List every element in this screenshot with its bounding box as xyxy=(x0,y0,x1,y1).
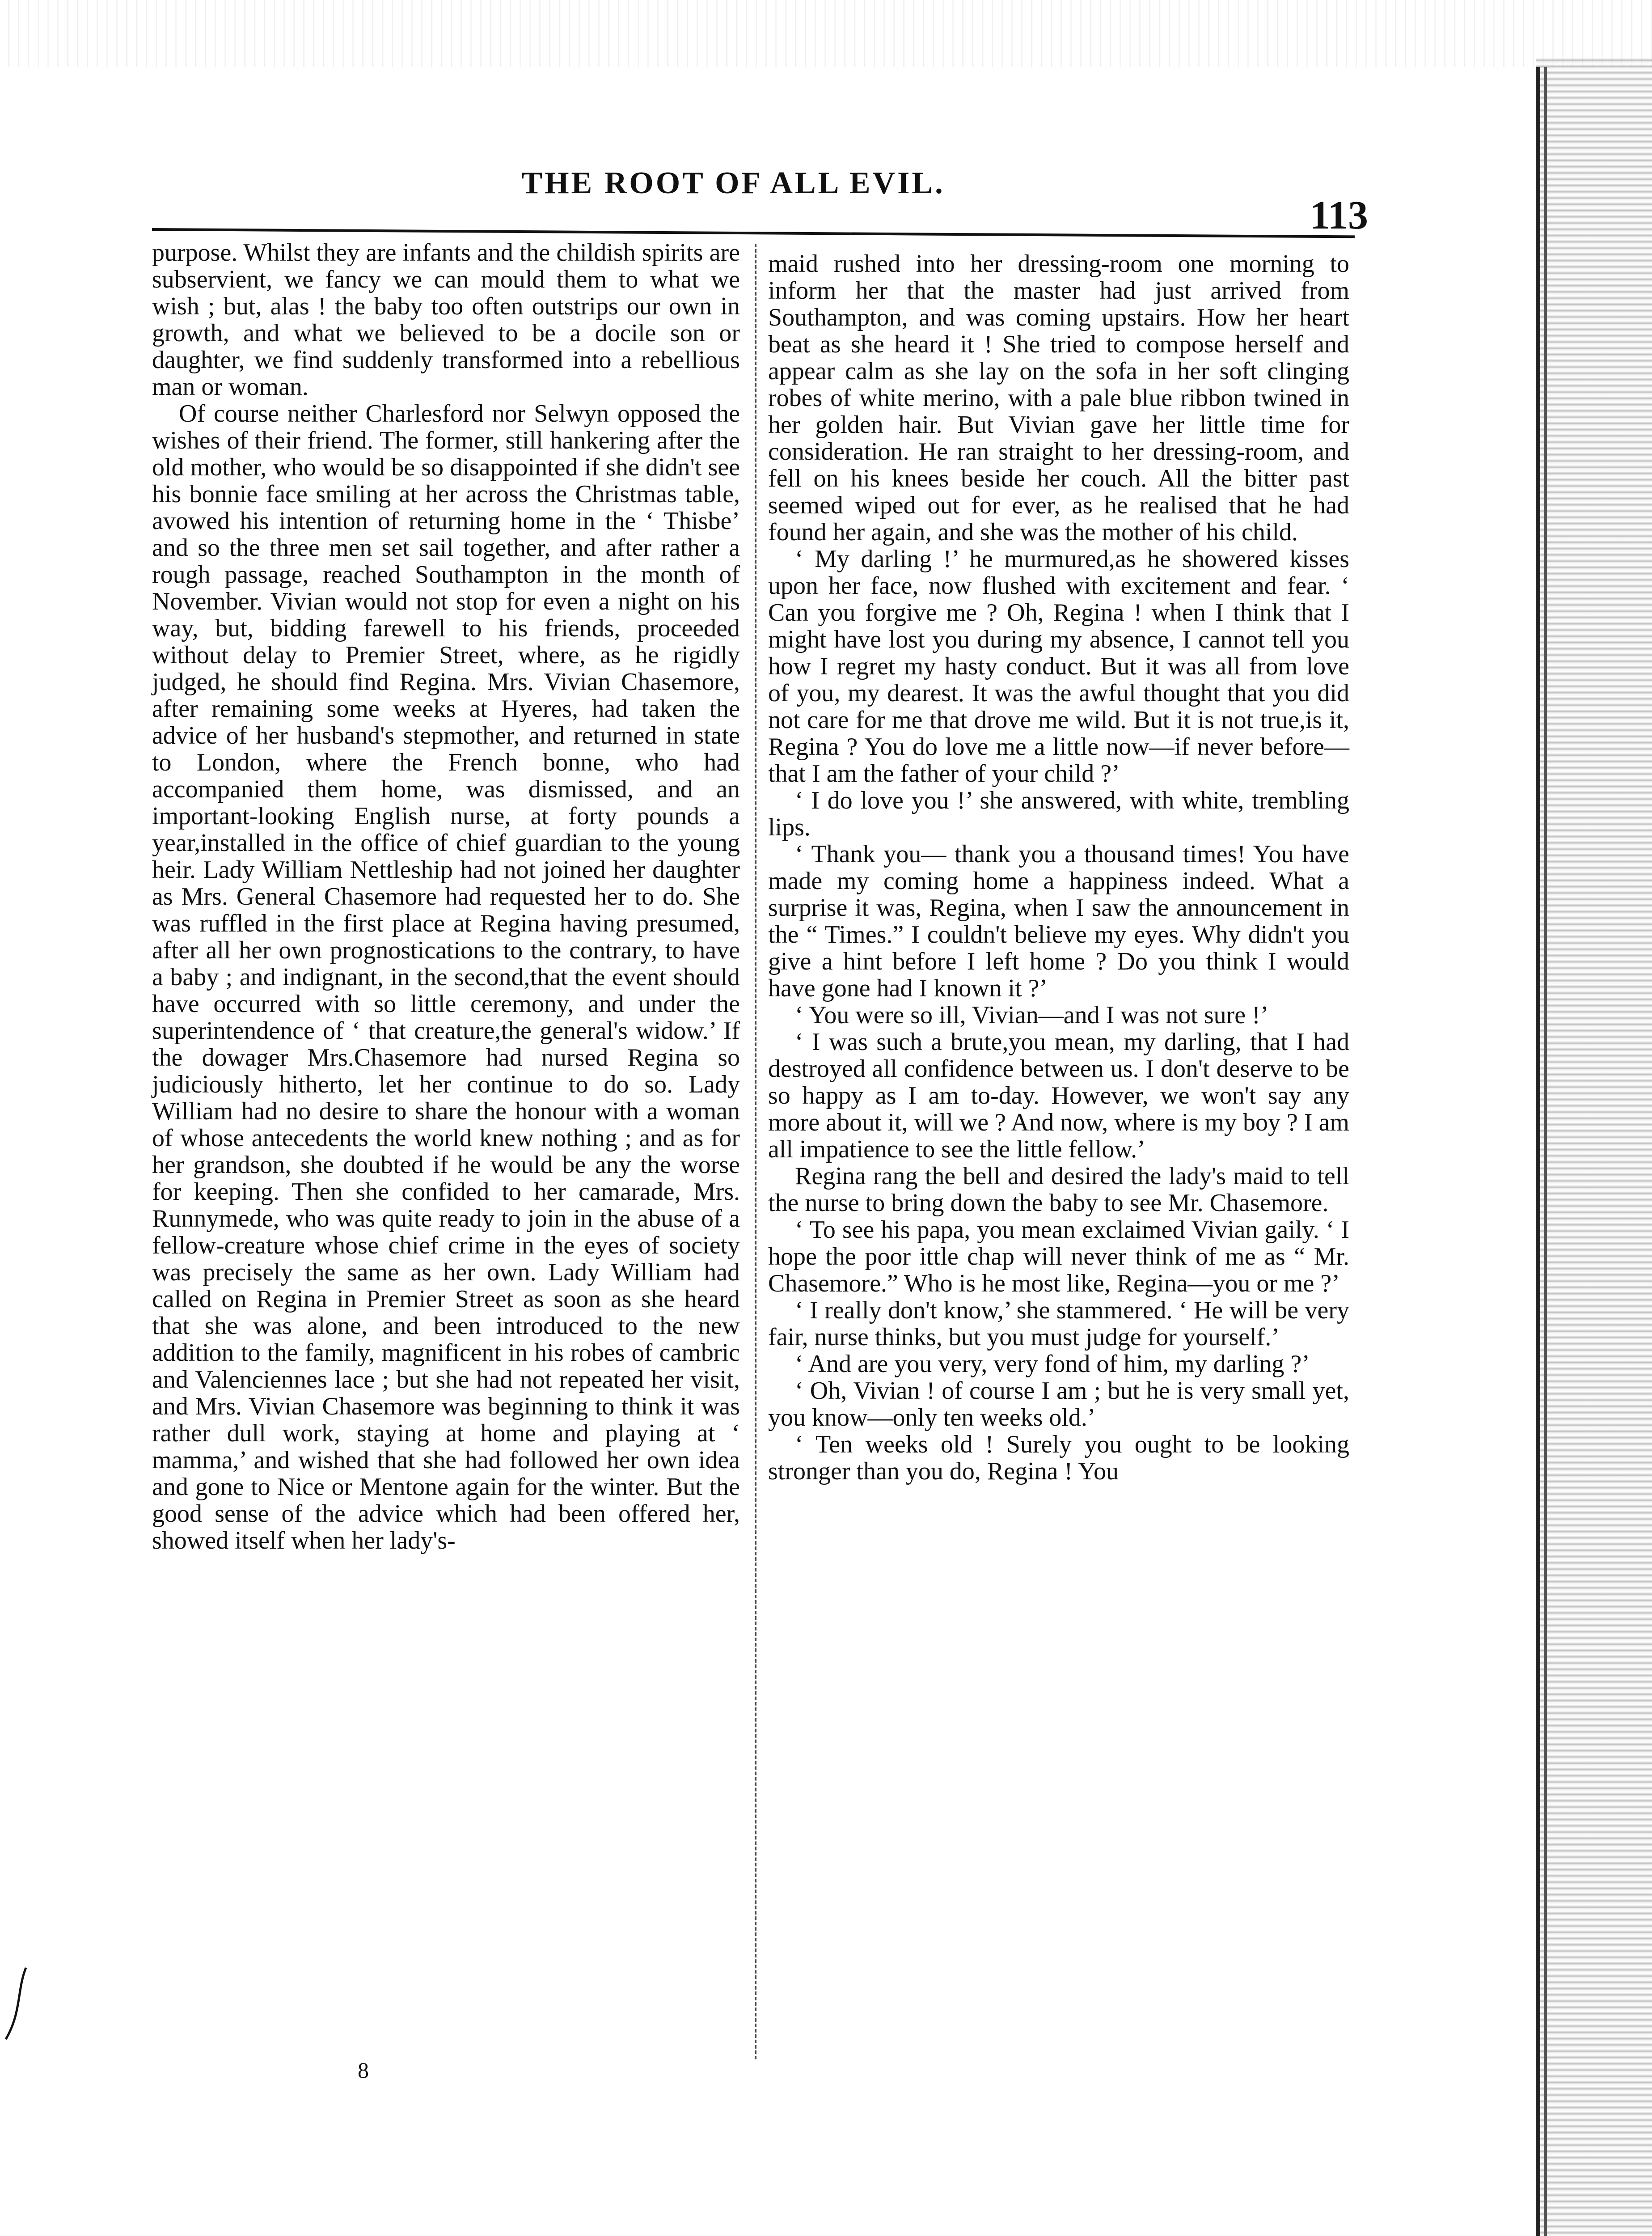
page-number: 113 xyxy=(1310,193,1369,237)
left-column xyxy=(152,239,740,1554)
paragraph: ‘ You were so ill, Vivian—and I was not sure !’ xyxy=(795,1001,1269,1029)
header-rule xyxy=(152,228,1355,238)
margin-mark-icon xyxy=(4,1963,30,2044)
paragraph: ‘ Oh, Vivian ! of course I am ; but he is very small yet, you know—only ten weeks old.’ xyxy=(768,1377,1349,1431)
right-column xyxy=(768,250,1349,1485)
paragraph: ‘ My darling !’ he murmured,as he showered kisses upon her face, now flushed with excitement and fear. ‘ Can you forgive me ? Oh, Regina ! when I think that I might have lost you during my absence, I cannot tell you how I regret my hasty conduct. But it was all from love of you, my dearest. It was the awful thought that you did not care for me that drove me wild. But it is not true,is it, Regina ? You do love me a little now—if never before—that I am the father of your child ?’ xyxy=(768,545,1349,788)
column-divider xyxy=(755,244,756,2059)
paragraph: ‘ Thank you— thank you a thousand times! You have made my coming home a happiness indeed. What a surprise it was, Regina, when I saw the announcement in the “ Times.” I couldn't believe my eyes. Why didn't you give a hint before I left home ? Do you think I would have gone had I known it ?’ xyxy=(768,840,1349,1002)
page-edge-line xyxy=(1536,67,1540,2236)
paragraph: ‘ I do love you !’ she answered, with white, trembling lips. xyxy=(768,787,1349,841)
paragraph: Of course neither Charlesford nor Selwyn opposed the wishes of their friend. The former, still hankering after the old mother, who would be so disappointed if she didn't see his bonnie face smiling at her across the Christmas table, avowed his intention of returning home in the ‘ Thisbe’ and so the three men set sail together, and after rather a rough passage, reached Southampton in the month of November. Vivian would not stop for even a night on his way, but, bidding farewell to his friends, proceeded without delay to Premier Street, where, as he rigidly judged, he should find Regina. Mrs. Vivian Chasemore, after remaining some weeks at Hyeres, had taken the advice of her husband's stepmother, and returned in state to London, where the French bonne, who had accompanied them home, was dismissed, and an important-looking English nurse, at forty pounds a year,installed in the office of chief guardian to the young heir. Lady William Nettleship had not joined her daughter as Mrs. General Chasemore had requested her to do. She was ruffled in the first place at Regina having presumed, after all her own prognostications to the contrary, to have a baby ; and indignant, in the second,that the event should have occurred with so little ceremony, and under the superintendence of ‘ that creature,the general's widow.’ If the dowager Mrs.Chasemore had nursed Regina so judiciously hitherto, let her continue to do so. Lady William had no desire to share the honour with a woman of whose antecedents the world knew nothing ; and as for her grandson, she doubted if he would be any the worse for keeping. Then she confided to her camarade, Mrs. Runnymede, who was quite ready to join in the abuse of a fellow-creature whose chief crime in the eyes of society was precisely the same as her own. Lady William had called on Regina in Premier Street as soon as she heard that she was alone, and been introduced to the new addition to the family, magnificent in his robes of cambric and Valenciennes lace ; but she had not repeated her visit, and Mrs. Vivian Chasemore was beginning to think it was rather dull work, staying at home and playing at ‘ mamma,’ and wished that she had followed her own idea and gone to Nice or Mentone again for the winter. But the good sense of the advice which had been offered her, showed itself when her lady's- xyxy=(152,400,740,1554)
running-header-title: THE ROOT OF ALL EVIL. xyxy=(521,166,945,200)
signature-mark: 8 xyxy=(358,2058,369,2083)
page-edge-line-secondary xyxy=(1544,67,1547,2236)
paragraph: ‘ Ten weeks old ! Surely you ought to be looking stronger than you do, Regina ! You xyxy=(768,1431,1349,1485)
paragraph: maid rushed into her dressing-room one morning to inform her that the master had just arrived from Southampton, and was coming upstairs. How her heart beat as she heard it ! She tried to compose herself and appear calm as she lay on the sofa in her soft clinging robes of white merino, with a pale blue ribbon twined in her golden hair. But Vivian gave her little time for consideration. He ran straight to her dressing-room, and fell on his knees beside her couch. All the bitter past seemed wiped out for ever, as he realised that he had found her again, and she was the mother of his child. xyxy=(768,250,1349,546)
paragraph: ‘ And are you very, very fond of him, my darling ?’ xyxy=(795,1350,1310,1378)
paragraph: ‘ I really don't know,’ she stammered. ‘ He will be very fair, nurse thinks, but you must judge for yourself.’ xyxy=(768,1296,1349,1351)
page-edge-shadow xyxy=(1536,58,1652,2236)
paragraph: Regina rang the bell and desired the lady's maid to tell the nurse to bring down the baby to see Mr. Chasemore. xyxy=(768,1162,1349,1217)
paragraph: ‘ I was such a brute,you mean, my darling, that I had destroyed all confidence between us. I don't deserve to be so happy as I am to-day. However, we won't say any more about it, will we ? And now, where is my boy ? I am all impatience to see the little fellow.’ xyxy=(768,1028,1349,1163)
paragraph: ‘ To see his papa, you mean exclaimed Vivian gaily. ‘ I hope the poor ittle chap will never think of me as “ Mr. Chasemore.” Who is he most like, Regina—you or me ?’ xyxy=(768,1216,1349,1297)
paragraph: purpose. Whilst they are infants and the childish spirits are subservient, we fancy we can mould them to what we wish ; but, alas ! the baby too often outstrips our own in growth, and what we believed to be a docile son or daughter, we find suddenly transformed into a rebellious man or woman. xyxy=(152,239,740,401)
scan-noise xyxy=(0,0,1652,67)
